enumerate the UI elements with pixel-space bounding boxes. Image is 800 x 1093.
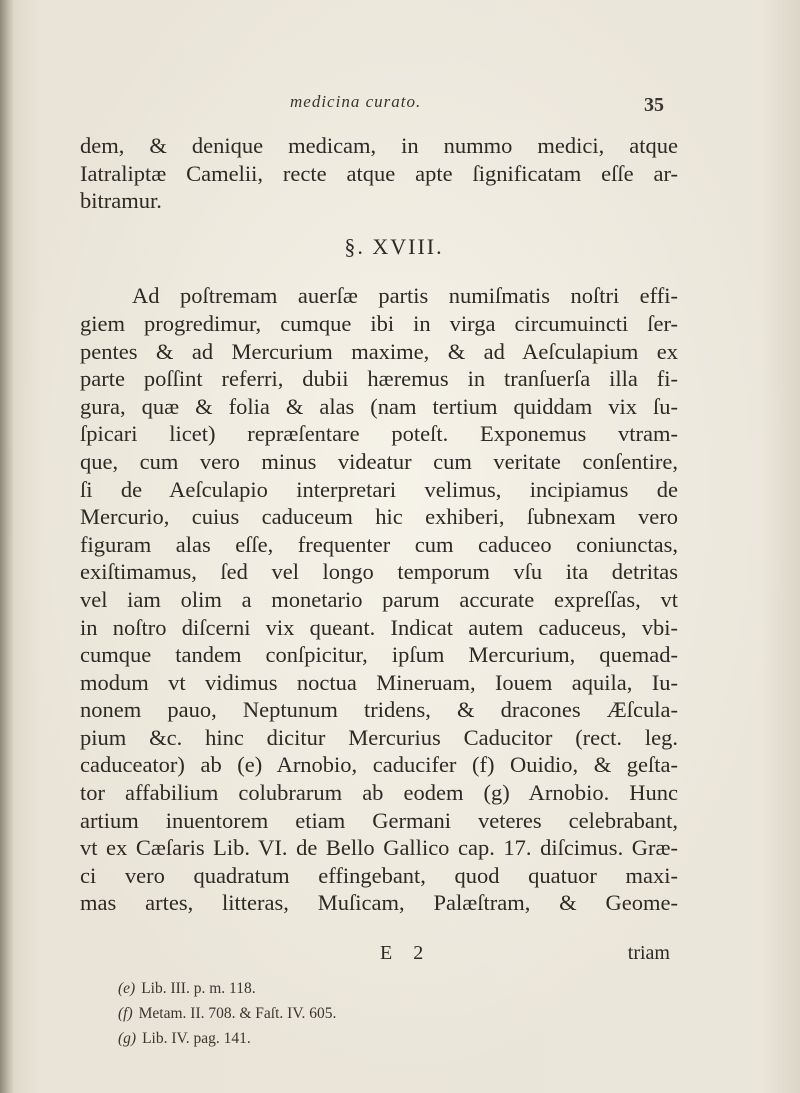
- section-heading: §. XVIII.: [344, 233, 444, 259]
- text-line: gura, quæ & folia & alas (nam tertium quiddam vix ſu-: [80, 393, 678, 419]
- text-line: vel iam olim a monetario parum accurate expreſſas, vt: [80, 586, 678, 612]
- text-line: cumque tandem conſpicitur, ipſum Mercurium, quemad-: [80, 642, 678, 668]
- text-line: exiſtimamus, ſed vel longo temporum vſu ita detritas: [80, 559, 678, 585]
- text-line: ci vero quadratum effingebant, quod quatuor maxi-: [80, 862, 678, 888]
- footnote-text: Lib. IV. pag. 141.: [142, 1030, 251, 1047]
- page-number: 35: [644, 94, 664, 116]
- text-line: Iatraliptæ Camelii, recte atque apte ſignificatam eſſe ar-: [80, 160, 678, 186]
- text-line: artium inuentorem etiam Germani veteres celebrabant,: [80, 807, 678, 833]
- body-text: [80, 132, 678, 917]
- text-line: pentes & ad Mercurium maxime, & ad Aeſculapium ex: [80, 338, 678, 364]
- text-line: vt ex Cæſaris Lib. VI. de Bello Gallico cap. 17. diſcimus. Græ-: [80, 835, 678, 861]
- text-line: tor affabilium colubrarum ab eodem (g) Arnobio. Hunc: [80, 780, 678, 806]
- text-line: caduceator) ab (e) Arnobio, caducifer (f) Ouidio, & geſta-: [80, 752, 678, 778]
- footnotes: [118, 976, 538, 1051]
- text-line: Mercurio, cuius caduceum hic exhiberi, ſubnexam vero: [80, 504, 678, 530]
- running-head: medicina curato.: [290, 92, 422, 111]
- footnote-mark: (f): [118, 1005, 133, 1022]
- text-line: figuram alas eſſe, frequenter cum caduceo coniunctas,: [80, 531, 678, 557]
- footnote-mark: (g): [118, 1030, 137, 1047]
- catchword: triam: [627, 942, 670, 964]
- footnote-text: Lib. III. p. m. 118.: [141, 980, 256, 997]
- text-line: pium &c. hinc dicitur Mercurius Caducitor (rect. leg.: [80, 724, 678, 750]
- text-line: Ad poſtremam auerſæ partis numiſmatis noſtri effi-: [132, 283, 678, 309]
- footnote: [118, 976, 538, 1001]
- binding-shadow: [0, 0, 14, 1093]
- text-line: in noſtro diſcerni vix queant. Indicat autem caduceus, vbi-: [80, 614, 678, 640]
- text-line: dem, & denique medicam, in nummo medici, atque: [80, 133, 678, 158]
- text-line: que, cum vero minus videatur cum veritate conſentire,: [80, 448, 678, 474]
- text-line: ſi de Aeſculapio interpretari velimus, incipiamus de: [80, 476, 678, 502]
- text-line: ſpicari licet) repræſentare poteſt. Exponemus vtram-: [80, 421, 678, 447]
- text-line: giem progredimur, cumque ibi in virga circumuincti ſer-: [80, 310, 678, 336]
- text-line: mas artes, litteras, Muſicam, Palæſtram, & Geome-: [80, 890, 678, 916]
- text-line: parte poſſint referri, dubii hæremus in tranſuerſa illa fi-: [80, 366, 678, 392]
- footnote-text: Metam. II. 708. & Faſt. IV. 605.: [138, 1005, 337, 1022]
- footnote-mark: (e): [118, 980, 136, 997]
- text-line: bitramur.: [80, 188, 162, 214]
- signature-mark: E 2: [380, 942, 432, 964]
- footnote: [118, 1001, 538, 1026]
- text-line: nonem pauo, Neptunum tridens, & dracones Æſcula-: [80, 697, 678, 723]
- text-line: modum vt vidimus noctua Mineruam, Iouem aquila, Iu-: [80, 669, 678, 695]
- footnote: [118, 1026, 538, 1051]
